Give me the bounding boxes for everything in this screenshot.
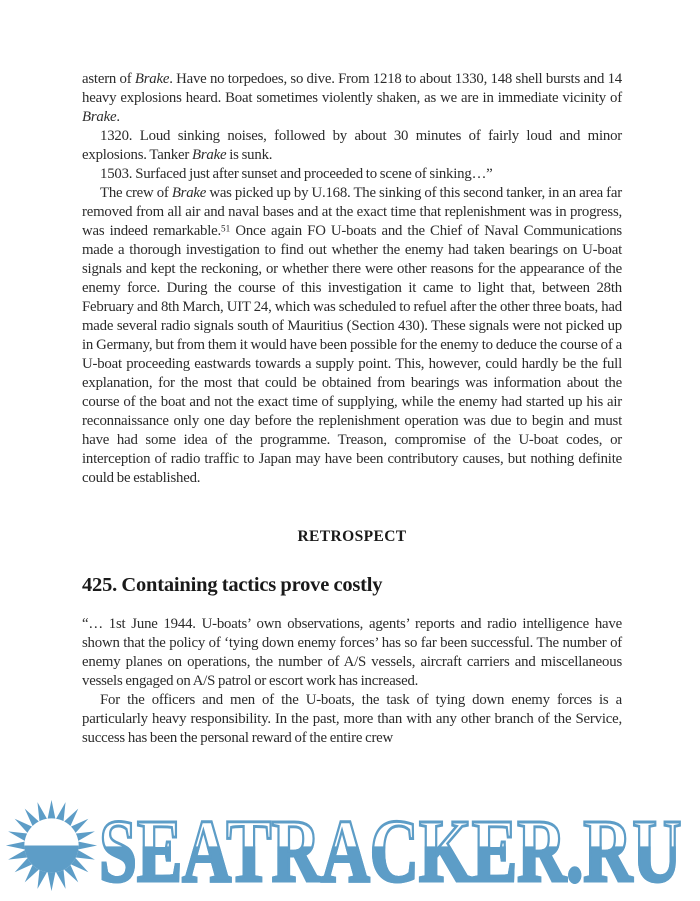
page-text-block [82, 70, 622, 748]
retrospect-heading: RETROSPECT [297, 528, 407, 545]
paragraph: “… 1st June 1944. U-boats’ own observations, agents’ reports and radio intelligence have shown that the policy of ‘tying down enemy forces’ has so far been successful. The number of enemy planes on operations, the number of A/S vessels, aircraft carriers and miscellaneous vessels engaged on A/S patrol or escort work has increased. [82, 616, 622, 689]
paragraph: 1503. Surfaced just after sunset and proceeded to scene of sinking…” [100, 166, 493, 182]
sun-icon [3, 797, 100, 894]
paragraph: For the officers and men of the U-boats, the task of tying down enemy forces is a particularly heavy responsibility. In the past, more than with any other branch of the Service, success has been the personal reward of the entire crew [82, 692, 622, 746]
section-heading: 425. Containing tactics prove costly [82, 574, 383, 596]
paragraph: astern of Brake. Have no torpedoes, so dive. From 1218 to about 1330, 148 shell bursts and 14 heavy explosions heard. Boat sometimes violently shaken, as we are in immediate vicinity of Brake. [82, 71, 622, 125]
paragraph: The crew of Brake was picked up by U.168. The sinking of this second tanker, in an area far removed from all air and naval bases and at the exact time that replenishment was in progress, was indeed remarkable.$^{51}$ Once again FO U-boats and the Chief of Naval Communications made a thorough investigation to find out whether the enemy had taken bearings on U-boat signals and kept the reckoning, or whether there were other reasons for the appearance of the enemy force. During the course of this investigation it came to light that, between 28th February and 8th March, UIT 24, which was scheduled to refuel after the other three boats, had made several radio signals south of Mauritius (Section 430). These signals were not picked up in Germany, but from them it would have been possible for the enemy to deduce the course of a U-boat proceeding eastwards towards a supply point. This, however, could hardly be the full explanation, for the most that could be obtained from bearings was information about the course of the boat and not the exact time of supplying, while the enemy had started up his air reconnaissance only one day before the replenishment operation was due to begin and must have had some idea of the programme. Treason, compromise of the U-boat codes, or interception of radio traffic to Japan may have been contributory causes, but nothing definite could be established. [82, 185, 622, 486]
watermark-text: SEATRACKER.RU [99, 800, 682, 901]
paragraph: 1320. Loud sinking noises, followed by about 30 minutes of fairly loud and minor explosions. Tanker Brake is sunk. [82, 128, 622, 163]
